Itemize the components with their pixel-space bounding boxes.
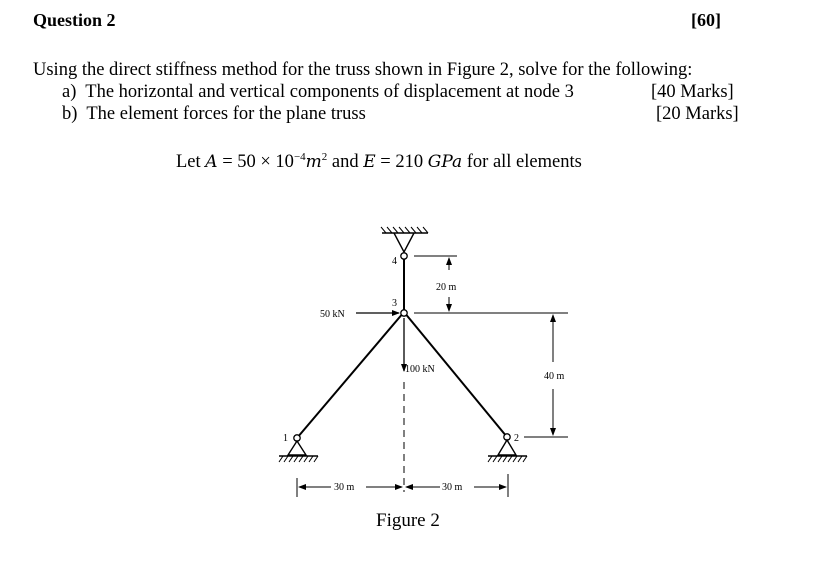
- node-label-2: 2: [514, 433, 519, 444]
- dimension-40m-label: 40 m: [544, 371, 565, 382]
- dimension-30m-right-label: 30 m: [442, 482, 463, 493]
- area-unit: m: [305, 152, 322, 172]
- part-b-label: b): [62, 104, 78, 124]
- member-1-3: [297, 312, 404, 438]
- dimension-30m-left-label: 30 m: [334, 482, 355, 493]
- wall-support-top: [381, 227, 428, 252]
- dimension-bottom: [297, 474, 508, 497]
- modulus-unit: GPa: [427, 152, 463, 172]
- part-a-text: The horizontal and vertical components of displacement at node 3: [85, 82, 574, 102]
- part-b-text: The element forces for the plane truss: [86, 104, 366, 124]
- pin-support-node-2: [488, 434, 527, 462]
- question-total-marks: [60]: [691, 10, 721, 30]
- part-b-marks: [20 Marks]: [656, 104, 739, 124]
- load-100kn-label: 100 kN: [405, 364, 435, 375]
- modulus-value: = 210: [375, 152, 428, 172]
- node-4-joint: [401, 253, 407, 259]
- node-label-4: 4: [392, 256, 397, 267]
- node-label-3: 3: [392, 298, 397, 309]
- part-a-marks: [40 Marks]: [651, 82, 734, 102]
- area-value: = 50 × 10: [217, 152, 294, 172]
- question-title: Question 2: [33, 10, 116, 30]
- node-3-joint: [401, 310, 407, 316]
- area-unit-power: 2: [321, 151, 328, 163]
- node-label-1: 1: [283, 433, 288, 444]
- question-intro: Using the direct stiffness method for the truss shown in Figure 2, solve for the following:: [33, 60, 693, 80]
- symbol-a: A: [205, 152, 218, 172]
- given-and: and: [327, 152, 364, 172]
- symbol-e: E: [363, 152, 376, 172]
- area-exponent: −4: [293, 151, 306, 163]
- given-tail: for all elements: [462, 152, 582, 172]
- dimension-20m-label: 20 m: [436, 282, 457, 293]
- figure-caption: Figure 2: [376, 510, 440, 531]
- part-a-label: a): [62, 82, 77, 102]
- load-50kn-label: 50 kN: [320, 309, 345, 320]
- given-let: Let: [176, 152, 201, 172]
